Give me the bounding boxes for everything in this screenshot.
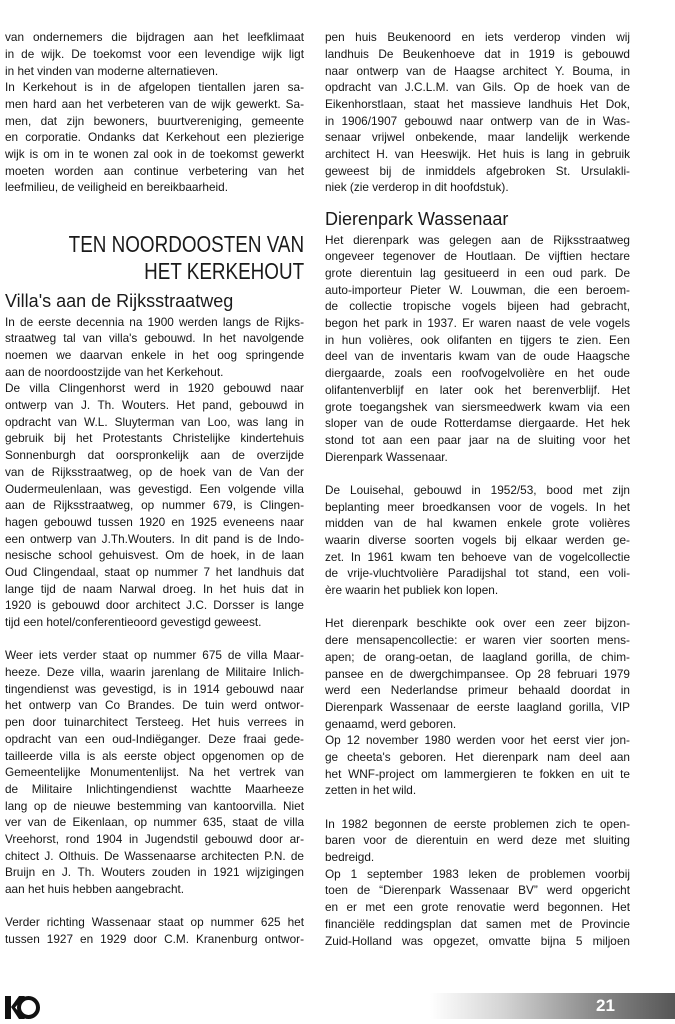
text-line: Zuid-Holland was opgezet, omvatte bijna 5 miljoen [325, 933, 630, 948]
text-line: hagen gebouwd tussen 1920 en 1925 eveneens naar [5, 514, 304, 529]
text-line: Vreehorst, rond 1904 in Jugendstil gebouwd door ar- [5, 831, 304, 846]
text-line: ongeveer tegenover de Houtlaan. De vijftien hectare [325, 249, 630, 264]
text-line: grote dierentuin lag gesitueerd in een oud park. De [325, 266, 630, 281]
text-line: begon het park in 1937. Er waren naast de vele vogels [325, 316, 630, 331]
text-line: financiële reddingsplan dat samen met de Provincie [325, 916, 630, 931]
section-heading-line [5, 258, 304, 285]
text-line: een ontwerp van J.Th.Wouters. In dit pand is de Indo- [5, 531, 304, 546]
text-line: Bruijn en J. Th. Wouters zouden in 1921 wijzigingen [5, 865, 304, 880]
paragraph [325, 29, 630, 196]
text-line: pansee en de dwergchimpansee. Op 28 februari 1979 [325, 666, 630, 681]
paragraph [5, 79, 304, 196]
text-line: van ondernemers die bijdragen aan het leefklimaat [5, 30, 304, 45]
right-column [325, 0, 630, 1024]
text-line: Eikenhorstlaan, staat het massieve landhuis Het Dok, [325, 97, 630, 112]
text-line: heeze. Deze villa, waarin jarenlang de Militaire Inlich- [5, 665, 304, 680]
text-line: toen de “Dierenpark Wassenaar BV” werd opgericht [325, 883, 630, 898]
text-line: werd een Nederlandse primeur behaald doordat in [325, 683, 630, 698]
continuation-text [325, 29, 630, 196]
text-line: De Louisehal, gebouwd in 1952/53, bood met zijn [325, 482, 630, 497]
left-column [5, 0, 304, 1024]
villas-text [5, 314, 304, 948]
text-line: Op 12 november 1980 werden voor het eerst vier jon- [325, 733, 630, 748]
subheading-villas: Villa's aan de Rijksstraatweg [5, 291, 234, 311]
text-line: In 1982 begonnen de eerste problemen zich te open- [325, 816, 630, 831]
text-line: de collectie tropische vogels bijeen had gebracht, [325, 299, 630, 314]
text-line: In de eerste decennia na 1900 werden langs de Rijks- [5, 314, 304, 329]
text-line: opdracht van W.L. Sluyterman van Loo, was lang in [5, 414, 304, 429]
text-line: Het dierenpark was gelegen aan de Rijksstraatweg [325, 232, 630, 247]
text-line: olifantenverblijf en later ook het berenverblijf. Het [325, 382, 630, 397]
text-line: auto-importeur Pieter W. Louwman, die een beroem- [325, 282, 630, 297]
text-line: Dierenpark Wassenaar. [325, 449, 448, 464]
text-line: in het vinden van moderne alternatieven. [5, 63, 219, 78]
page-number: 21 [596, 996, 615, 1015]
text-line: architect H. van Heeswijk. Het huis is lang in gebruik [325, 147, 630, 162]
text-line: baren voor de dierentuin en werd deze met sluiting [325, 833, 630, 848]
text-line: in de wijk. De toekomst voor een levendige wijk ligt [5, 46, 304, 61]
text-line: chitect J. Olthuis. De Wassenaarse architecten P.N. de [5, 848, 304, 863]
text-line: senaar vrijwel onbekende, maar landelijk werkende [325, 130, 630, 145]
text-line: Op 1 september 1983 leken de problemen voorbij [325, 866, 630, 881]
text-line: en corporatie. Ondanks dat Kerkehout een plezierige [5, 130, 304, 145]
text-line: landhuis De Beukenhoeve dat in 1919 is gebouwd [325, 46, 630, 61]
text-line: moeten worden aan continue verbetering van het [5, 163, 304, 178]
text-line: stond tot aan een paar jaar na de sluiting voor het [325, 432, 630, 447]
paragraph [5, 314, 304, 381]
text-line: De villa Clingenhorst werd in 1920 gebouwd naar [5, 381, 304, 396]
text-line: opdracht van een oud-Indiëganger. Deze fraai gede- [5, 731, 304, 746]
paragraph [5, 647, 304, 897]
text-line: tijd een hotel/conferentieoord gevestigd geweest. [5, 615, 262, 630]
text-line: het WNF-project om lammergieren te fokken en uit te [325, 766, 630, 781]
text-line: in hun volières, ook olifanten en tijgers te zien. Een [325, 332, 630, 347]
text-line: Verder richting Wassenaar staat op nummer 625 het [5, 915, 304, 930]
text-line: Oud Clingendaal, staat op nummer 7 het landhuis dat [5, 564, 304, 579]
text-line: grote toegangshek van siersmeedwerk kwam via een [325, 399, 630, 414]
text-line: de Militaire Inlichtingendienst wachtte Maarheeze [5, 781, 304, 796]
dierenpark-text [325, 232, 630, 950]
text-line: men, dat zijn bewoners, buurtvereniging, gemeente [5, 113, 304, 128]
text-line: Dierenpark Wassenaar de eerste laagland gorilla, VIP [325, 699, 630, 714]
text-line: 1920 is gebouwd door architect J.C. Dorsser is lange [5, 598, 304, 613]
text-line: aan de Rijksstraatweg, op nummer 679, is Clingen- [5, 498, 304, 513]
text-line: aan het huis hebben aangebracht. [5, 882, 185, 897]
text-line: aan de noordoostzijde van het Kerkehout. [5, 364, 224, 379]
page-number-bar [430, 993, 675, 1019]
paragraph [325, 615, 630, 732]
text-line: midden van de hal kwamen enkele grote volières [325, 516, 630, 531]
paragraph [325, 732, 630, 799]
text-line: leefmilieu, de veiligheid en bereikbaarheid. [5, 180, 228, 195]
text-line: Sonnenburgh dat oorspronkelijk aan de overzijde [5, 448, 304, 463]
text-line: tingendienst was gevestigd, is in 1914 gebouwd naar [5, 681, 304, 696]
text-line: opdracht van J.C.L.M. van Gils. Op de hoek van de [325, 80, 630, 95]
text-line: apen; de orang-oetan, de laagland gorilla, de chim- [325, 649, 630, 664]
text-line: naar ontwerp van de Haagse architect Y. Bouma, in [325, 63, 630, 78]
text-line: noemen we daarvan enkele in het oog springende [5, 348, 304, 363]
text-line: waarin diverse soorten vogels bij elkaar werden ge- [325, 533, 630, 548]
text-line: tailleerde villa is als eerste object opgenomen op de [5, 748, 304, 763]
text-line: de vrije-vluchtvolière Paradijshal tot stand, een voli- [325, 566, 630, 581]
text-line: het ontwerp van Co Brandes. De tuin werd ontwor- [5, 698, 304, 713]
text-line: beplanting meer broedkansen voor de vogels. In het [325, 499, 630, 514]
text-line: zet. In 1961 kwam ten behoeve van de vogelcollectie [325, 549, 630, 564]
text-line: zetten in het wild. [325, 783, 417, 798]
text-line: van de Rijksstraatweg, op de hoek van de Van der [5, 464, 304, 479]
text-line: nesische school gehuisvest. Om de hoek, in de laan [5, 548, 304, 563]
section-heading-text: HET KERKEHOUT [144, 258, 304, 284]
publisher-logo [4, 991, 40, 1023]
paragraph [325, 482, 630, 599]
paragraph [325, 816, 630, 866]
text-line: sloper van de oude Rotterdamse diergaarde. Het hek [325, 416, 630, 431]
text-line: bedreigd. [325, 850, 375, 865]
text-line: deel van de inventaris kwam van de oude Haagsche [325, 349, 630, 364]
subheading-dierenpark: Dierenpark Wassenaar [325, 209, 509, 229]
text-line: Weer iets verder staat op nummer 675 de villa Maar- [5, 648, 304, 663]
text-line: pen huis Beukenoord en iets verderop vinden wij [325, 30, 630, 45]
section-heading-text: TEN NOORDOOSTEN VAN [68, 231, 304, 257]
text-line: wijk is om in te wonen zal ook in de toekomst gewerkt [5, 147, 304, 162]
paragraph [5, 29, 304, 79]
text-line: en er met een grote renovatie werd begonnen. Het [325, 900, 630, 915]
text-line: in 1906/1907 gebouwd naar ontwerp van de in Was- [325, 113, 630, 128]
text-line: lange tijd de naam Narwal droeg. In het huis dat in [5, 581, 304, 596]
intro-text [5, 29, 304, 196]
text-line: pen door tuinarchitect Tersteeg. Het huis verrees in [5, 715, 304, 730]
text-line: men hard aan het verbeteren van de wijk gewerkt. Sa- [5, 97, 304, 112]
text-line: dere mensapencollectie: er waren vier soorten mens- [325, 633, 630, 648]
text-line: lang op de nieuwe bestemming van kantoorvilla. Niet [5, 798, 304, 813]
section-heading [5, 231, 304, 285]
text-line: In Kerkehout is in de afgelopen tientallen jaren sa- [5, 80, 304, 95]
text-line: ontwerp van J. Th. Wouters. Het pand, gebouwd in [5, 398, 304, 413]
text-line: ge cheeta's geboren. Het dierenpark nam deel aan [325, 749, 630, 764]
text-line: niek (zie verderop in dit hoofdstuk). [325, 180, 509, 195]
text-line: Het dierenpark beschikte ook over een zeer bijzon- [325, 616, 630, 631]
text-line: tussen 1927 en 1929 door C.M. Kranenburg ontwor- [5, 932, 304, 947]
text-line: straatweg tal van villa's gebouwd. In het navolgende [5, 331, 304, 346]
text-line: ver van de Eikenlaan, op nummer 635, staat de villa [5, 815, 304, 830]
paragraph [325, 232, 630, 466]
text-line: genaamd, werd geboren. [325, 716, 457, 731]
text-line: Oudermeulenlaan, was gevestigd. Een volgende villa [5, 481, 304, 496]
text-line: diergaarde, zoals een roofvogelvolière en het oude [325, 366, 630, 381]
text-line: geweest bij de inmiddels afgebroken St. Ursulakli- [325, 163, 630, 178]
text-line: gebruik bij het Protestants Christelijke kindertehuis [5, 431, 304, 446]
paragraph [5, 914, 304, 947]
paragraph [5, 380, 304, 630]
section-heading-line [5, 231, 304, 258]
paragraph [325, 866, 630, 949]
text-line: ère waarin het publiek kon lopen. [325, 583, 499, 598]
text-line: Gemeentelijke Monumentenlijst. Na het vertrek van [5, 765, 304, 780]
